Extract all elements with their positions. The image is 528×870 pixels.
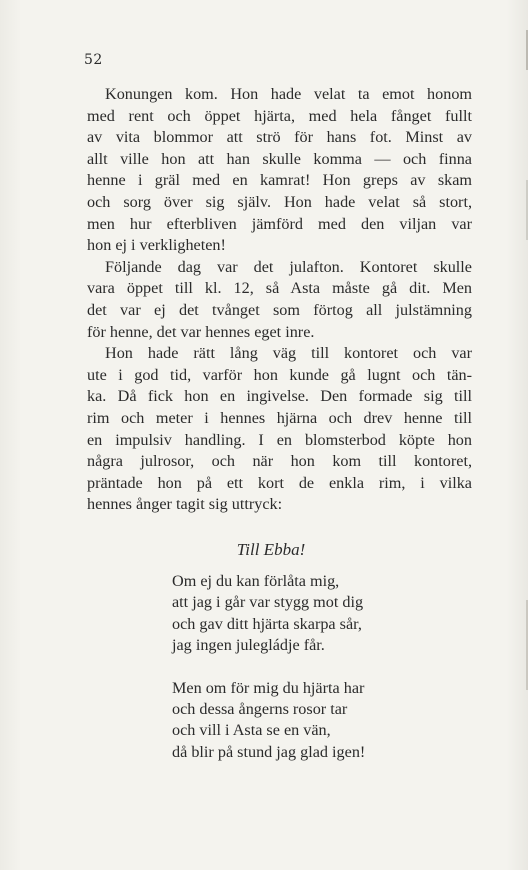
text-line: henne i gräl med en kamrat! Hon greps av skam: [87, 171, 472, 190]
text-line: ute i god tid, varför hon kunde gå lugnt och tän-: [87, 365, 472, 384]
text-line: med rent och öppet hjärta, med hela fånget fullt: [87, 106, 472, 125]
paragraph-1: [87, 84, 472, 257]
text-line: och sorg över sig själv. Hon hade velat så stort,: [87, 192, 472, 211]
poem-line: jag ingen julegládje får.: [172, 636, 325, 655]
poem-line: Men om för mig du hjärta har: [172, 678, 365, 697]
poem-line: Om ej du kan förlåta mig,: [172, 572, 340, 590]
text-line: Följande dag var det julafton. Kontoret skulle: [105, 257, 472, 276]
poem-line: och vill i Asta se en vän,: [172, 721, 331, 740]
text-line: en impulsiv handling. I en blomsterbod köpte hon: [87, 430, 472, 449]
text-line: allt ville hon att han skulle komma — och finna: [87, 149, 472, 168]
body-text: [87, 84, 472, 516]
paragraph-3: [87, 343, 472, 516]
text-line: rim och meter i hennes hjärna och drev henne till: [87, 408, 472, 427]
poem-line: och gav ditt hjärta skarpa sår,: [172, 614, 362, 633]
text-line: ka. Då fick hon en ingivelse. Den formade sig till: [87, 387, 472, 406]
poem-title: Till Ebba!: [236, 540, 306, 559]
poem-stanza-2: [172, 678, 365, 764]
text-line: hon ej i verkligheten!: [87, 236, 226, 255]
text-line: det var ej det tvånget som förtog all julstämning: [87, 300, 472, 319]
poem-line: och dessa ångerns rosor tar: [172, 700, 348, 719]
text-line: Konungen kom. Hon hade velat ta emot honom: [105, 85, 472, 103]
poem-stanza-1: [172, 571, 365, 657]
paragraph-2: [87, 257, 472, 343]
text-line: vara öppet till kl. 12, så Asta måste gå dit. Men: [87, 279, 472, 298]
page-number: 52: [84, 52, 103, 68]
poem-line: då blir på stund jag glad igen!: [172, 742, 366, 761]
text-line: präntade hon på ett kort de enkla rim, i vilka: [87, 473, 472, 492]
poem: [172, 571, 365, 784]
text-line: några julrosor, och när hon kom till kontoret,: [87, 452, 472, 471]
text-line: av vita blommor att strö för hans fot. Minst av: [87, 128, 472, 147]
text-line: men hur efterbliven jämförd med den viljan var: [87, 214, 472, 233]
text-line: hennes ånger tagit sig uttryck:: [87, 495, 283, 514]
poem-line: att jag i går var stygg mot dig: [172, 593, 364, 612]
text-line: för henne, det var hennes eget inre.: [87, 322, 315, 341]
text-line: Hon hade rätt lång väg till kontoret och var: [105, 344, 472, 363]
